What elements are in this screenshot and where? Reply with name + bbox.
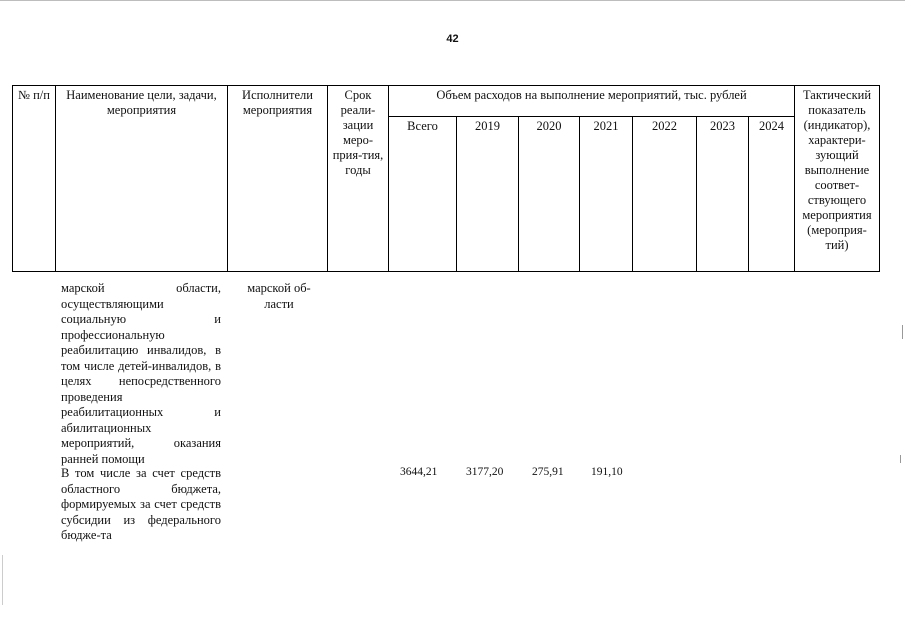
header-indicator: Тактический показатель (индикатор), характери-зующий выполнение соответ-ствующего мероприятия (мероприя-тий) [795, 86, 880, 272]
subrow-2020: 275,91 [532, 466, 564, 478]
subrow-2019: 3177,20 [466, 466, 504, 478]
page-number: 42 [446, 33, 459, 45]
header-name: Наименование цели, задачи, мероприятия [56, 86, 228, 272]
row-executor-continuation: марской об-ласти [247, 281, 311, 311]
header-year-total: Всего [389, 117, 457, 272]
scan-mark [902, 325, 903, 339]
header-year-2023: 2023 [697, 117, 749, 272]
header-year-2022: 2022 [633, 117, 697, 272]
header-year-2021: 2021 [580, 117, 633, 272]
row-name-continuation: марской области, осуществляющими социальную и профессиональную реабилитацию инвалидов, в том числе детей-инвалидов, в целях непосредственного проведения реабилитационных и абилитационных мероприятий, оказания ранней помощи [61, 281, 221, 466]
header-year-2020: 2020 [519, 117, 580, 272]
scan-mark [2, 555, 3, 605]
header-year-2019: 2019 [457, 117, 519, 272]
header-year-2024: 2024 [749, 117, 795, 272]
subrow-name: В том числе за счет средств областного бюджета, формируемых за счет средств субсидии из федерального бюдже-та [61, 466, 221, 542]
scan-edge-line [0, 0, 905, 1]
table-header [12, 85, 880, 272]
header-num: № п/п [13, 86, 56, 272]
header-volume: Объем расходов на выполнение мероприятий, тыс. рублей [389, 86, 795, 117]
header-term: Срок реали-зации меро-прия-тия, годы [328, 86, 389, 272]
subrow-2021: 191,10 [591, 466, 623, 478]
subrow-total: 3644,21 [400, 466, 438, 478]
header-executors: Исполнители мероприятия [228, 86, 328, 272]
scan-mark [900, 455, 901, 463]
